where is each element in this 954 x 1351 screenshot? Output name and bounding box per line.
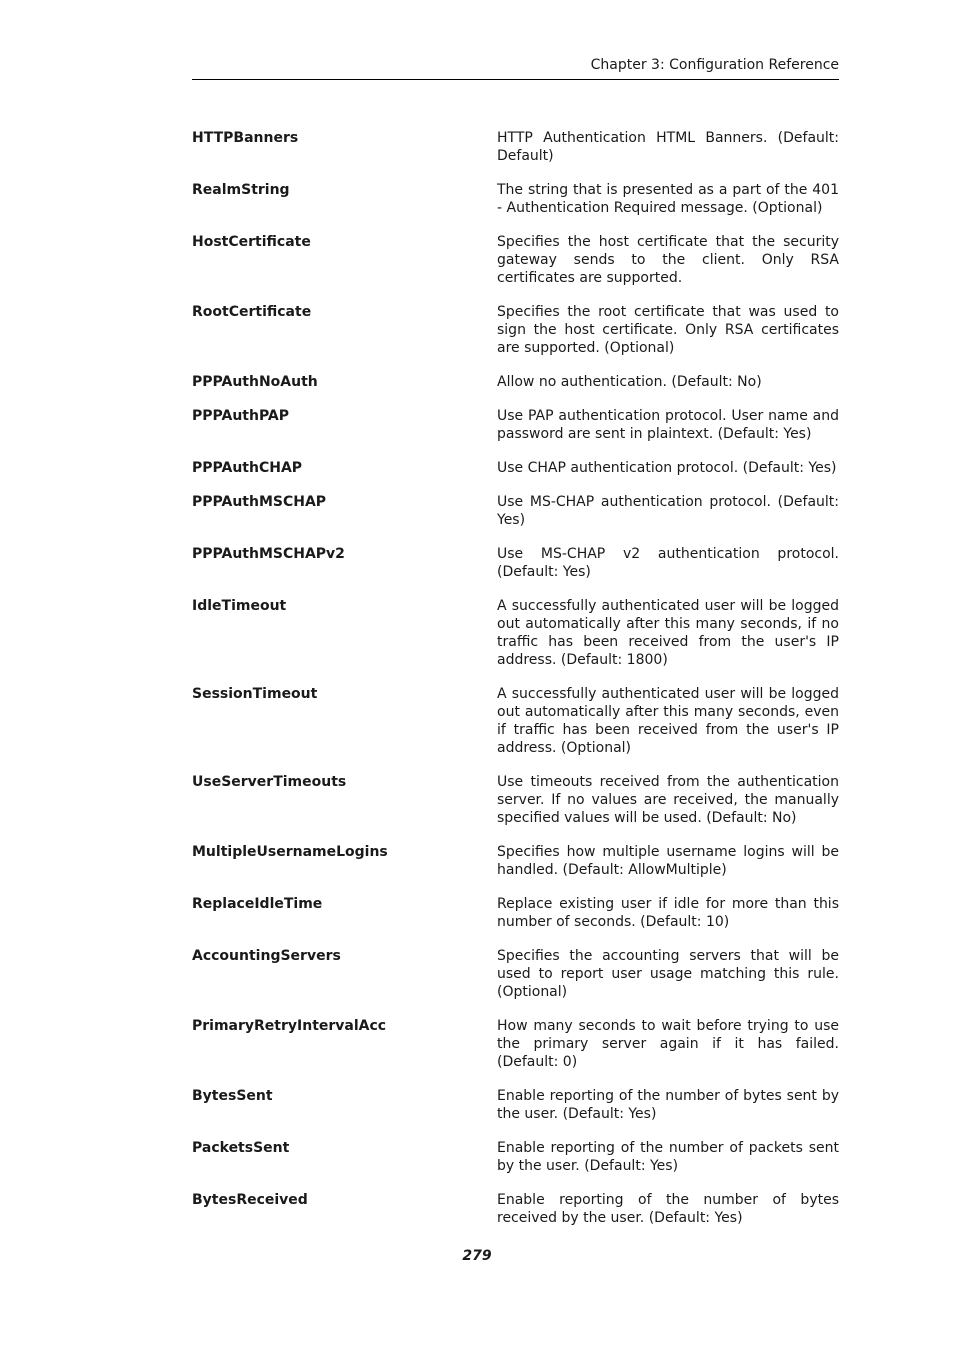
parameter-row: [192, 895, 839, 931]
parameter-row: [192, 459, 839, 477]
parameter-row: [192, 373, 839, 391]
parameter-row: [192, 1191, 839, 1227]
parameter-description: Use PAP authentication protocol. User name and password are sent in plaintext. (Default: Yes): [497, 408, 839, 442]
parameter-row: [192, 493, 839, 529]
parameter-row: [192, 947, 839, 1001]
parameter-name: PPPAuthCHAP: [192, 460, 303, 476]
parameter-name: UseServerTimeouts: [192, 774, 347, 790]
parameter-description: A successfully authenticated user will be logged out automatically after this many seconds, even if traffic has been received from the user's IP address. (Optional): [497, 686, 839, 756]
parameter-description: Use timeouts received from the authentication server. If no values are received, the manually specified values will be used. (Default: No): [497, 774, 839, 826]
parameter-description: Specifies the host certificate that the security gateway sends to the client. Only RSA certificates are supported.: [497, 234, 839, 286]
parameter-list: [192, 129, 839, 1227]
parameter-description: Use CHAP authentication protocol. (Default: Yes): [497, 460, 837, 476]
parameter-description: Enable reporting of the number of bytes sent by the user. (Default: Yes): [497, 1088, 839, 1122]
parameter-name: SessionTimeout: [192, 686, 318, 702]
parameter-name: RootCertificate: [192, 304, 312, 320]
parameter-row: [192, 843, 839, 879]
parameter-name: MultipleUsernameLogins: [192, 844, 388, 860]
parameter-description: Enable reporting of the number of packets sent by the user. (Default: Yes): [497, 1140, 839, 1174]
parameter-row: [192, 685, 839, 757]
page-header: [192, 54, 839, 80]
parameter-description: How many seconds to wait before trying to use the primary server again if it has failed. (Default: 0): [497, 1018, 839, 1070]
parameter-row: [192, 407, 839, 443]
parameter-name: HostCertificate: [192, 234, 311, 250]
parameter-name: PPPAuthPAP: [192, 408, 290, 424]
parameter-description: Allow no authentication. (Default: No): [497, 374, 762, 390]
parameter-name: HTTPBanners: [192, 130, 299, 146]
parameter-name: RealmString: [192, 182, 290, 198]
parameter-row: [192, 181, 839, 217]
parameter-name: PrimaryRetryIntervalAcc: [192, 1018, 387, 1034]
parameter-description: Use MS-CHAP authentication protocol. (Default: Yes): [497, 494, 839, 528]
parameter-row: [192, 545, 839, 581]
parameter-name: ReplaceIdleTime: [192, 896, 323, 912]
page-number: 279: [462, 1248, 492, 1264]
parameter-description: Specifies how multiple username logins will be handled. (Default: AllowMultiple): [497, 844, 839, 878]
parameter-row: [192, 303, 839, 357]
parameter-name: BytesReceived: [192, 1192, 308, 1208]
parameter-row: [192, 233, 839, 287]
parameter-description: Replace existing user if idle for more than this number of seconds. (Default: 10): [497, 896, 839, 930]
parameter-description: Use MS-CHAP v2 authentication protocol. (Default: Yes): [497, 546, 839, 580]
parameter-description: HTTP Authentication HTML Banners. (Default: Default): [497, 130, 839, 164]
parameter-row: [192, 597, 839, 669]
parameter-name: PPPAuthNoAuth: [192, 374, 318, 390]
parameter-name: BytesSent: [192, 1088, 273, 1104]
parameter-description: A successfully authenticated user will be logged out automatically after this many seconds, if no traffic has been received from the user's IP address. (Default: 1800): [497, 598, 839, 668]
parameter-name: PPPAuthMSCHAP: [192, 494, 327, 510]
chapter-title: Chapter 3: Configuration Reference: [590, 57, 839, 73]
parameter-name: PPPAuthMSCHAPv2: [192, 546, 345, 562]
parameter-name: AccountingServers: [192, 948, 341, 964]
parameter-name: PacketsSent: [192, 1140, 290, 1156]
parameter-description: Enable reporting of the number of bytes received by the user. (Default: Yes): [497, 1192, 839, 1226]
parameter-description: Specifies the root certificate that was used to sign the host certificate. Only RSA certificates are supported. (Optional): [497, 304, 839, 356]
parameter-row: [192, 1017, 839, 1071]
parameter-row: [192, 1087, 839, 1123]
parameter-name: IdleTimeout: [192, 598, 287, 614]
parameter-row: [192, 129, 839, 165]
parameter-row: [192, 773, 839, 827]
parameter-row: [192, 1139, 839, 1175]
parameter-description: Specifies the accounting servers that will be used to report user usage matching this rule. (Optional): [497, 948, 839, 1000]
parameter-description: The string that is presented as a part of the 401 - Authentication Required message. (Optional): [497, 182, 839, 216]
